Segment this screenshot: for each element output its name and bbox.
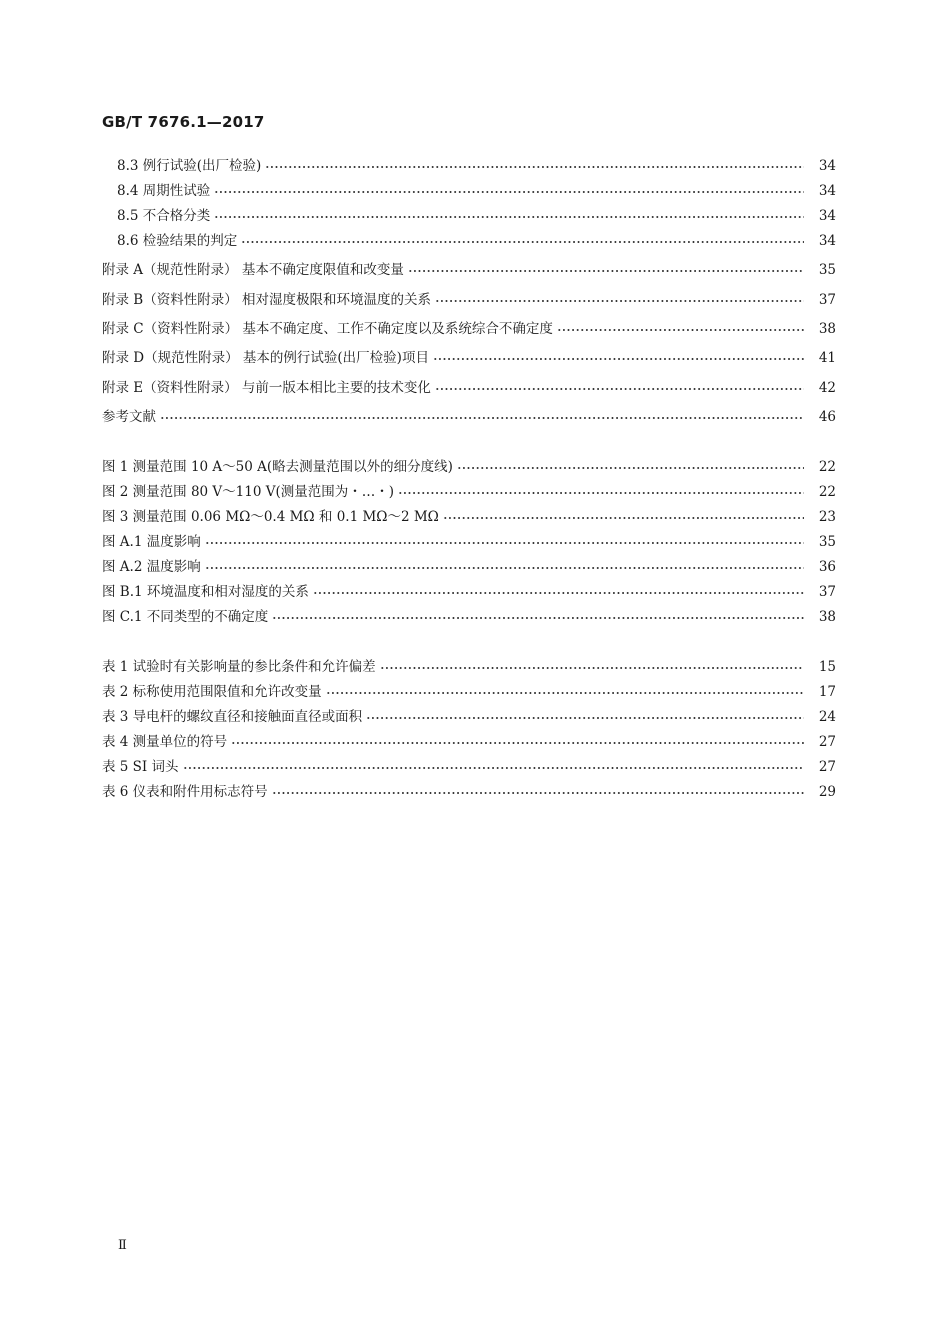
- dot-leader: [557, 329, 804, 331]
- toc-entry-figure-1[interactable]: [0, 456, 836, 478]
- toc-entry-page: 34: [818, 208, 836, 224]
- dot-leader: [408, 270, 804, 272]
- toc-entry-page: 41: [818, 350, 836, 366]
- toc-entry-8-4[interactable]: [0, 180, 836, 202]
- toc-entry-table-4[interactable]: [0, 731, 836, 753]
- toc-entry-figure-3[interactable]: [0, 506, 836, 528]
- toc-entry-page: 37: [818, 584, 836, 600]
- toc-entry-label: 表 2 标称使用范围限值和允许改变量: [102, 684, 322, 700]
- dot-leader: [183, 767, 804, 769]
- dot-leader: [380, 667, 804, 669]
- toc-entry-label: 图 B.1 环境温度和相对湿度的关系: [102, 584, 309, 600]
- toc-entry-label: 图 1 测量范围 10 A～50 A(略去测量范围以外的细分度线): [102, 459, 453, 475]
- toc-entry-8-3[interactable]: [0, 155, 836, 177]
- toc-entry-page: 38: [818, 321, 836, 337]
- toc-entry-page: 22: [818, 484, 836, 500]
- toc-entry-appendix-a[interactable]: [0, 259, 836, 281]
- toc-entry-page: 34: [818, 233, 836, 249]
- toc-entry-page: 24: [818, 709, 836, 725]
- dot-leader: [205, 567, 804, 569]
- toc-entry-label: 表 3 导电杆的螺纹直径和接触面直径或面积: [102, 709, 363, 725]
- dot-leader: [265, 166, 804, 168]
- dot-leader: [205, 542, 804, 544]
- toc-entry-page: 22: [818, 459, 836, 475]
- toc-entry-label: 图 3 测量范围 0.06 MΩ～0.4 MΩ 和 0.1 MΩ～2 MΩ: [102, 509, 439, 525]
- page-header: GB/T 7676.1—2017: [102, 113, 265, 131]
- dot-leader: [231, 742, 804, 744]
- toc-entry-label: 表 1 试验时有关影响量的参比条件和允许偏差: [102, 659, 376, 675]
- toc-entry-table-6[interactable]: [0, 781, 836, 803]
- toc-entry-label: 8.5 不合格分类: [117, 208, 211, 224]
- dot-leader: [435, 300, 804, 302]
- toc-entry-bibliography[interactable]: [0, 406, 836, 428]
- toc-entry-figure-a1[interactable]: [0, 531, 836, 553]
- toc-entry-label: 图 C.1 不同类型的不确定度: [102, 609, 269, 625]
- toc-entry-figure-b1[interactable]: [0, 581, 836, 603]
- toc-entry-label: 附录 B（资料性附录） 相对湿度极限和环境温度的关系: [102, 292, 432, 308]
- toc-entry-page: 42: [818, 380, 836, 396]
- toc-entry-page: 23: [818, 509, 836, 525]
- toc-entry-label: 附录 A（规范性附录） 基本不确定度限值和改变量: [102, 262, 404, 278]
- toc-entry-page: 37: [818, 292, 836, 308]
- toc-entry-label: 参考文献: [102, 409, 156, 425]
- dot-leader: [214, 216, 804, 218]
- dot-leader: [326, 692, 804, 694]
- toc-entry-8-6[interactable]: [0, 230, 836, 252]
- dot-leader: [398, 492, 804, 494]
- toc-entry-page: 35: [818, 262, 836, 278]
- toc-entry-figure-2[interactable]: [0, 481, 836, 503]
- dot-leader: [313, 592, 804, 594]
- toc-entry-table-3[interactable]: [0, 706, 836, 728]
- toc-entry-8-5[interactable]: [0, 205, 836, 227]
- dot-leader: [272, 617, 804, 619]
- toc-entry-label: 附录 C（资料性附录） 基本不确定度、工作不确定度以及系统综合不确定度: [102, 321, 553, 337]
- toc-entry-figure-c1[interactable]: [0, 606, 836, 628]
- toc-entry-table-2[interactable]: [0, 681, 836, 703]
- toc-entry-label: 表 5 SI 词头: [102, 759, 179, 775]
- toc-entry-label: 图 A.1 温度影响: [102, 534, 201, 550]
- toc-entry-label: 图 2 测量范围 80 V～110 V(测量范围为・…・): [102, 484, 395, 500]
- toc-entry-label: 8.3 例行试验(出厂检验): [117, 158, 262, 174]
- dot-leader: [433, 358, 804, 360]
- toc-entry-appendix-e[interactable]: [0, 377, 836, 399]
- dot-leader: [435, 388, 804, 390]
- toc-entry-table-1[interactable]: [0, 656, 836, 678]
- toc-entry-page: 17: [818, 684, 836, 700]
- toc-entry-page: 27: [818, 734, 836, 750]
- toc-entry-label: 表 6 仪表和附件用标志符号: [102, 784, 268, 800]
- toc-entry-table-5[interactable]: [0, 756, 836, 778]
- toc-entry-page: 38: [818, 609, 836, 625]
- toc-entry-page: 15: [818, 659, 836, 675]
- toc-entry-page: 34: [818, 183, 836, 199]
- dot-leader: [214, 191, 804, 193]
- toc-entry-appendix-b[interactable]: [0, 289, 836, 311]
- toc-entry-page: 36: [818, 559, 836, 575]
- dot-leader: [457, 467, 804, 469]
- toc-entry-page: 46: [818, 409, 836, 425]
- toc-entry-label: 附录 D（规范性附录） 基本的例行试验(出厂检验)项目: [102, 350, 429, 366]
- toc-entry-label: 8.6 检验结果的判定: [117, 233, 238, 249]
- toc-entry-label: 图 A.2 温度影响: [102, 559, 201, 575]
- toc-entry-appendix-c[interactable]: [0, 318, 836, 340]
- dot-leader: [366, 717, 804, 719]
- toc-entry-label: 表 4 测量单位的符号: [102, 734, 228, 750]
- toc-entry-figure-a2[interactable]: [0, 556, 836, 578]
- toc-entry-label: 8.4 周期性试验: [117, 183, 211, 199]
- dot-leader: [443, 517, 804, 519]
- toc-entry-page: 27: [818, 759, 836, 775]
- toc-entry-label: 附录 E（资料性附录） 与前一版本相比主要的技术变化: [102, 380, 431, 396]
- toc-entry-appendix-d[interactable]: [0, 347, 836, 369]
- dot-leader: [272, 792, 804, 794]
- toc-entry-page: 29: [818, 784, 836, 800]
- page-number: Ⅱ: [118, 1238, 127, 1253]
- toc-entry-page: 34: [818, 158, 836, 174]
- dot-leader: [241, 241, 804, 243]
- toc-entry-page: 35: [818, 534, 836, 550]
- dot-leader: [160, 417, 804, 419]
